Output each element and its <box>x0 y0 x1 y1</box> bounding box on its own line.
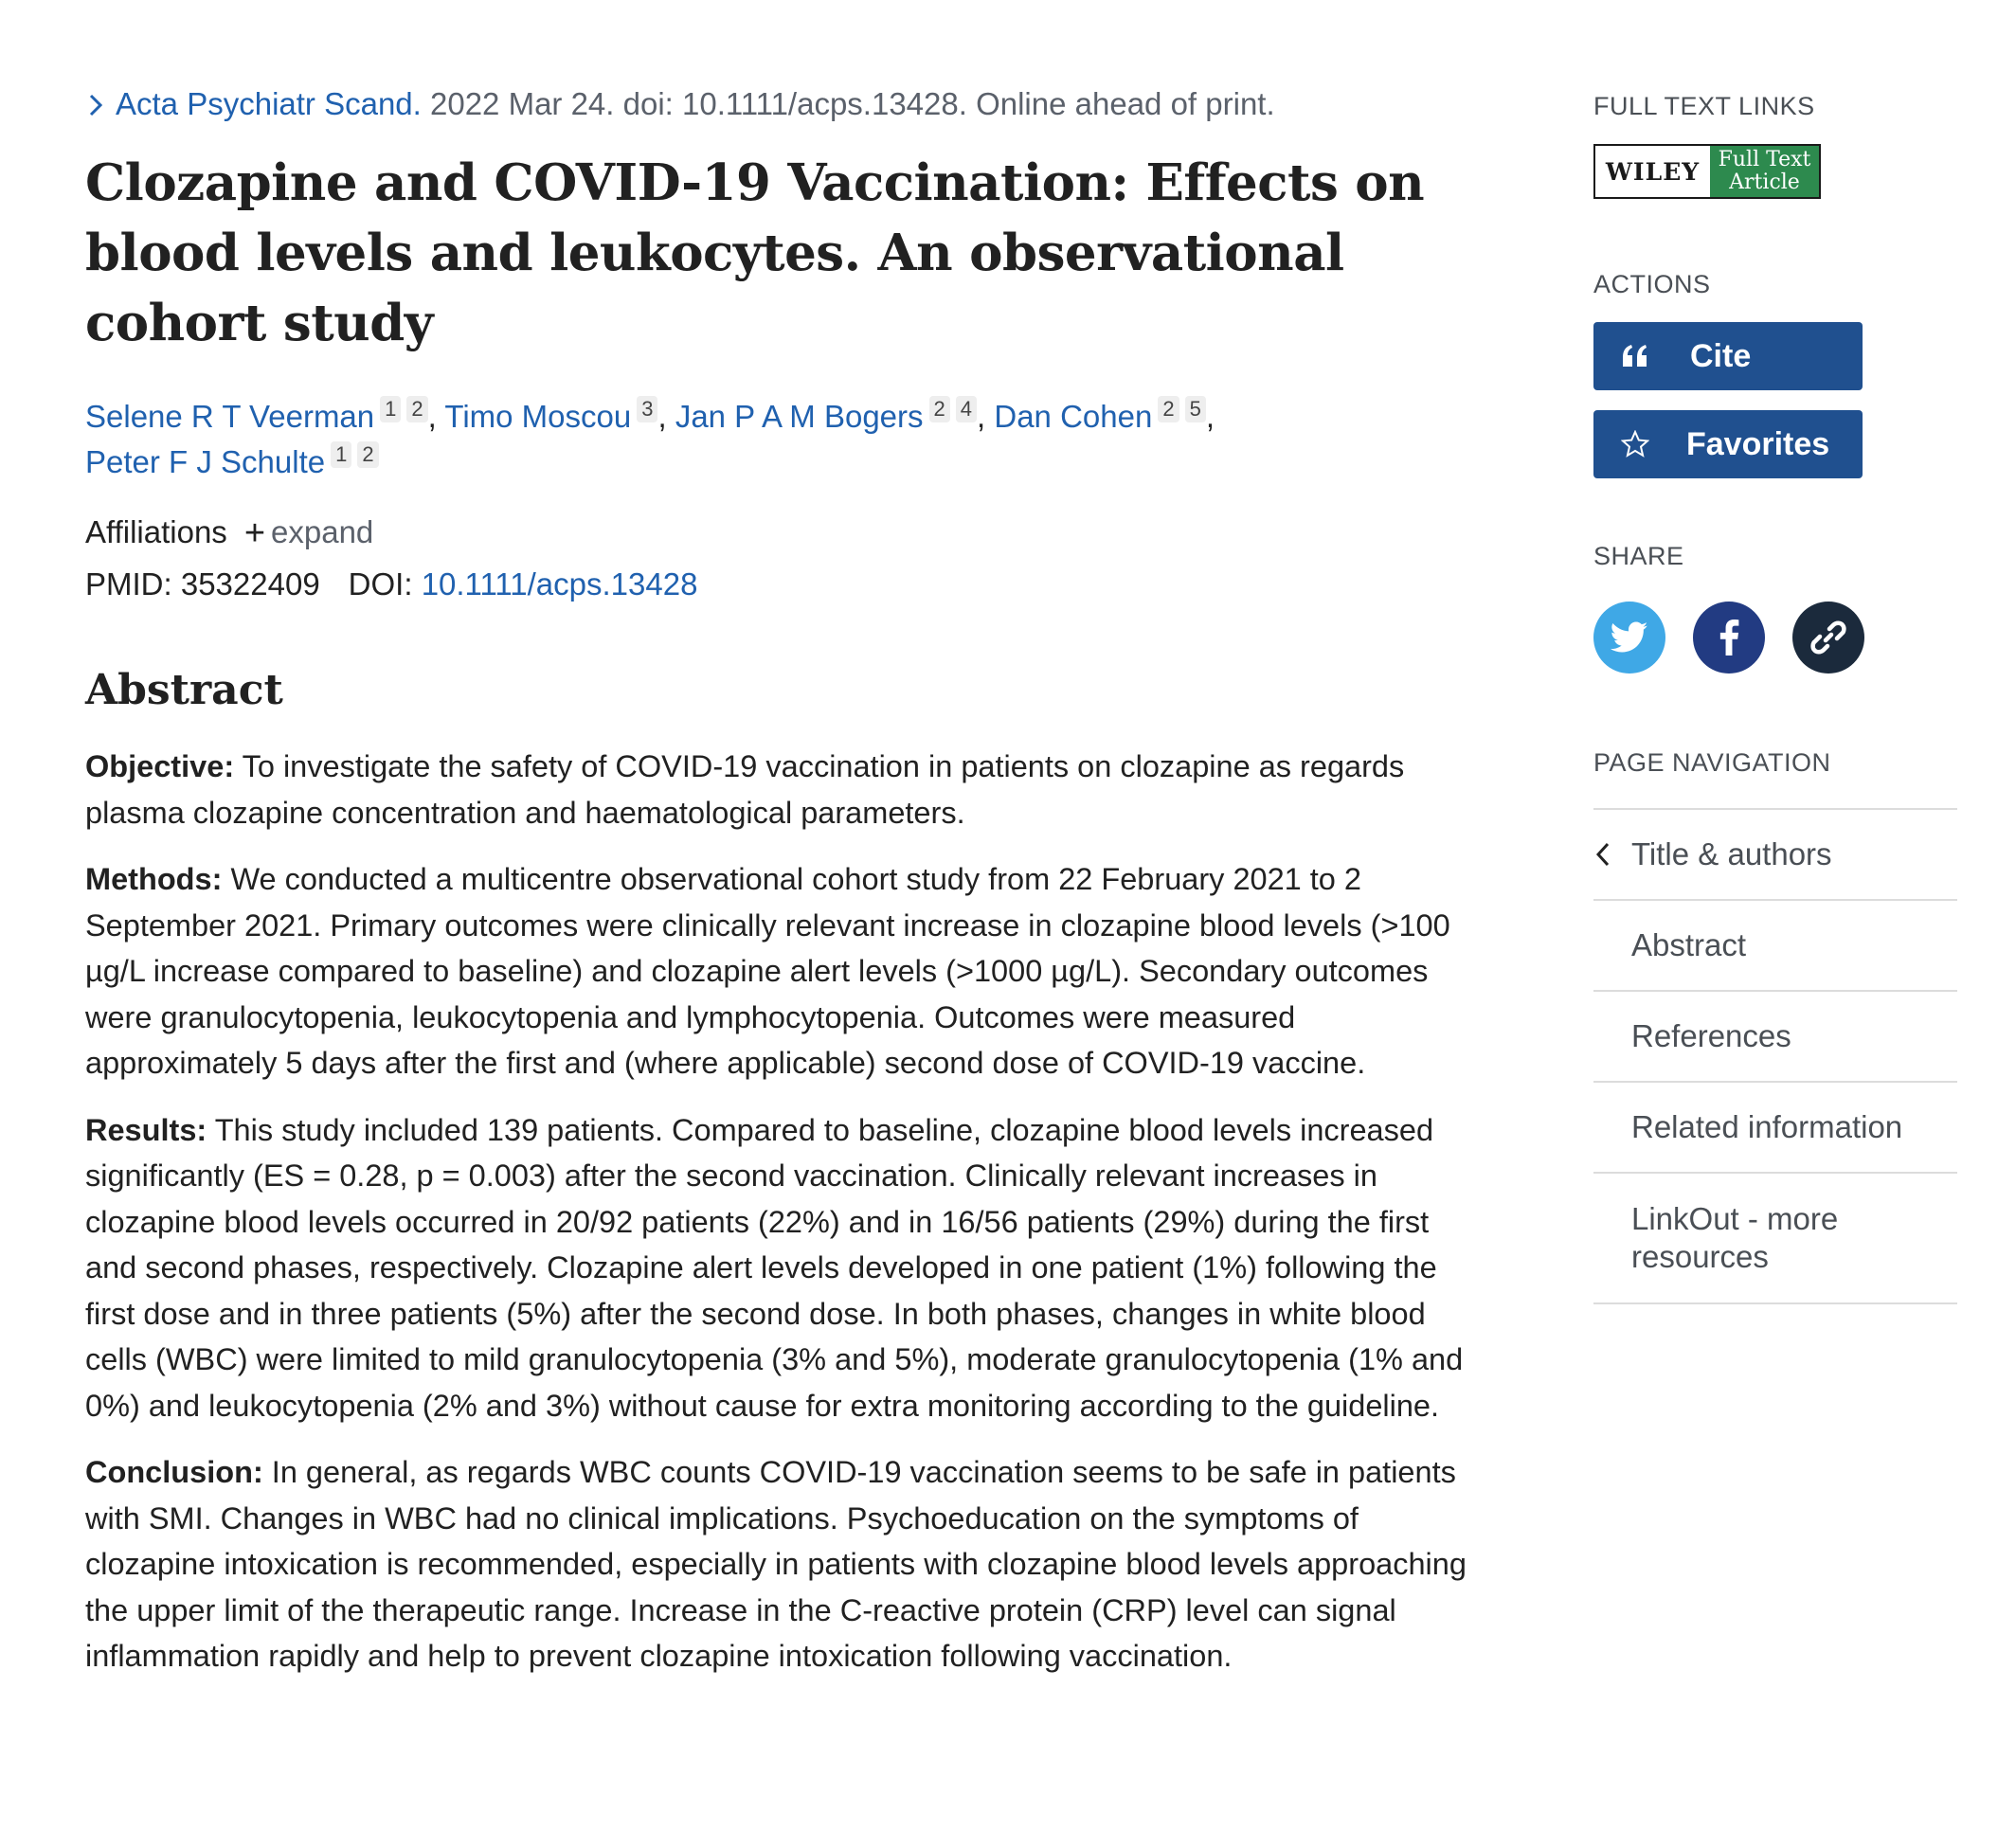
section-text: To investigate the safety of COVID-19 vaccination in patients on clozapine as regards plasma clozapine concentration and haematological parameters. <box>85 749 1405 830</box>
abstract-results <box>85 1107 1468 1429</box>
twitter-icon <box>1611 621 1648 654</box>
article-main <box>85 83 1468 1679</box>
pmid-value: 35322409 <box>180 566 320 602</box>
copy-link-button[interactable] <box>1792 602 1864 674</box>
author-link[interactable]: Dan Cohen <box>994 399 1153 434</box>
wiley-full-text-label <box>1710 146 1819 197</box>
share-heading: SHARE <box>1593 542 1684 570</box>
favorites-button[interactable] <box>1593 410 1863 478</box>
wiley-full-text-link[interactable] <box>1593 144 1821 199</box>
section-label: Conclusion: <box>85 1455 263 1489</box>
full-text-links-heading: FULL TEXT LINKS <box>1593 92 1815 120</box>
affiliation-number[interactable]: 2 <box>357 441 378 468</box>
nav-item-references[interactable] <box>1593 992 1957 1083</box>
abstract-objective <box>85 744 1468 835</box>
nav-label: Abstract <box>1631 927 1747 962</box>
section-text: We conducted a multicentre observational cohort study from 22 February 2021 to 2 September 2021. Primary outcomes were clinically relevant increase in clozapine blood levels (>100 µg/L increase compared to baseline) and clozapine alert levels (>1000 µg/L). Secondary outcomes were granulocytopenia, leukocytopenia and lymphocytopenia. Outcomes were measured approximately 5 days after the first and (where applicable) second dose of COVID-19 vaccine. <box>85 862 1450 1080</box>
section-text: This study included 139 patients. Compared to baseline, clozapine blood levels increased significantly (ES = 0.28, p = 0.003) after the second vaccination. Clinically relevant increases in clozapine blood levels occurred in 20/92 patients (22%) and in 16/56 patients (29%) during the first and second phases, respectively. Clozapine alert levels developed in one patient (1%) following the first dose and in three patients (5%) after the second dose. In both phases, changes in white blood cells (WBC) were limited to mild granulocytopenia (3% and 5%), moderate granulocytopenia (1% and 0%) and leukocytopenia (2% and 3%) without cause for extra monitoring according to the guideline. <box>85 1112 1464 1423</box>
author-link[interactable]: Jan P A M Bogers <box>675 399 924 434</box>
author-link[interactable]: Peter F J Schulte <box>85 444 326 479</box>
nav-label: Related information <box>1631 1109 1903 1144</box>
nav-item-abstract[interactable] <box>1593 901 1957 992</box>
journal-link[interactable]: Acta Psychiatr Scand. <box>116 86 422 121</box>
abstract-conclusion <box>85 1449 1468 1679</box>
article-title: Clozapine and COVID-19 Vaccination: Effects on blood levels and leukocytes. An observational cohort study <box>85 153 1425 352</box>
quote-icon <box>1612 344 1658 368</box>
twitter-share-button[interactable] <box>1593 602 1665 674</box>
nav-item-related-information[interactable] <box>1593 1083 1957 1174</box>
nav-item-linkout[interactable] <box>1593 1174 1957 1304</box>
citation-line <box>85 83 1468 125</box>
nav-label: LinkOut - more resources <box>1631 1201 1839 1274</box>
page-navigation-list <box>1593 808 1957 1304</box>
link-icon <box>1809 619 1847 656</box>
facebook-icon <box>1719 620 1739 656</box>
nav-label: References <box>1631 1018 1791 1053</box>
favorites-label: Favorites <box>1686 425 1830 462</box>
doi-link[interactable]: 10.1111/acps.13428 <box>421 566 698 602</box>
chevron-right-icon[interactable] <box>85 93 106 117</box>
affiliation-number[interactable]: 2 <box>1158 396 1179 422</box>
affiliation-number[interactable]: 1 <box>380 396 401 422</box>
expand-label: expand <box>271 514 374 549</box>
author-link[interactable]: Timo Moscou <box>444 399 632 434</box>
affiliation-number[interactable]: 4 <box>956 396 977 422</box>
expand-affiliations-button[interactable] <box>243 513 374 553</box>
section-label: Results: <box>85 1112 207 1147</box>
page-navigation-heading: PAGE NAVIGATION <box>1593 748 1831 777</box>
wiley-line-2: Article <box>1729 171 1800 194</box>
nav-label: Title & authors <box>1631 836 1832 871</box>
citation-details: 2022 Mar 24. doi: 10.1111/acps.13428. Online ahead of print. <box>430 86 1275 121</box>
chevron-left-icon <box>1593 841 1612 868</box>
nav-item-title-authors[interactable] <box>1593 810 1957 901</box>
wiley-line-1: Full Text <box>1718 148 1811 171</box>
affiliation-number[interactable]: 1 <box>331 441 351 468</box>
identifiers-row <box>85 562 1468 607</box>
section-label: Methods: <box>85 862 223 896</box>
wiley-logo: WILEY <box>1595 146 1710 197</box>
section-label: Objective: <box>85 749 235 783</box>
affiliation-number[interactable]: 3 <box>637 396 657 422</box>
affiliation-number[interactable]: 5 <box>1185 396 1206 422</box>
section-text: In general, as regards WBC counts COVID-19 vaccination seems to be safe in patients with SMI. Changes in WBC had no clinical implications. Psychoeducation on the symptoms of clozapine intoxication is recommended, especially in patients with clozapine blood levels approaching the upper limit of the therapeutic range. Increase in the C-reactive protein (CRP) level can signal inflammation rapidly and help to prevent clozapine intoxication following vaccination. <box>85 1455 1467 1673</box>
pmid-label: PMID: <box>85 566 172 602</box>
author-link[interactable]: Selene R T Veerman <box>85 399 375 434</box>
sidebar <box>1593 89 1957 1304</box>
actions-heading: ACTIONS <box>1593 270 1711 298</box>
doi-label: DOI: <box>348 566 413 602</box>
cite-label: Cite <box>1690 337 1752 374</box>
cite-button[interactable] <box>1593 322 1863 390</box>
share-buttons <box>1593 602 1957 674</box>
affiliations-row <box>85 510 1468 556</box>
affiliation-number[interactable]: 2 <box>929 396 950 422</box>
affiliation-number[interactable]: 2 <box>406 396 427 422</box>
abstract-heading: Abstract <box>85 666 283 714</box>
plus-icon: + <box>243 513 266 553</box>
abstract-methods <box>85 856 1468 1087</box>
facebook-share-button[interactable] <box>1693 602 1765 674</box>
author-list: Selene R T Veerman 1 2 , Timo Moscou 3 , Jan P A M Bogers 2 4 , Dan Cohen 2 5 , Peter F J Schulte 1 2 <box>85 397 1215 479</box>
affiliations-label: Affiliations <box>85 514 227 549</box>
star-icon <box>1612 430 1658 458</box>
